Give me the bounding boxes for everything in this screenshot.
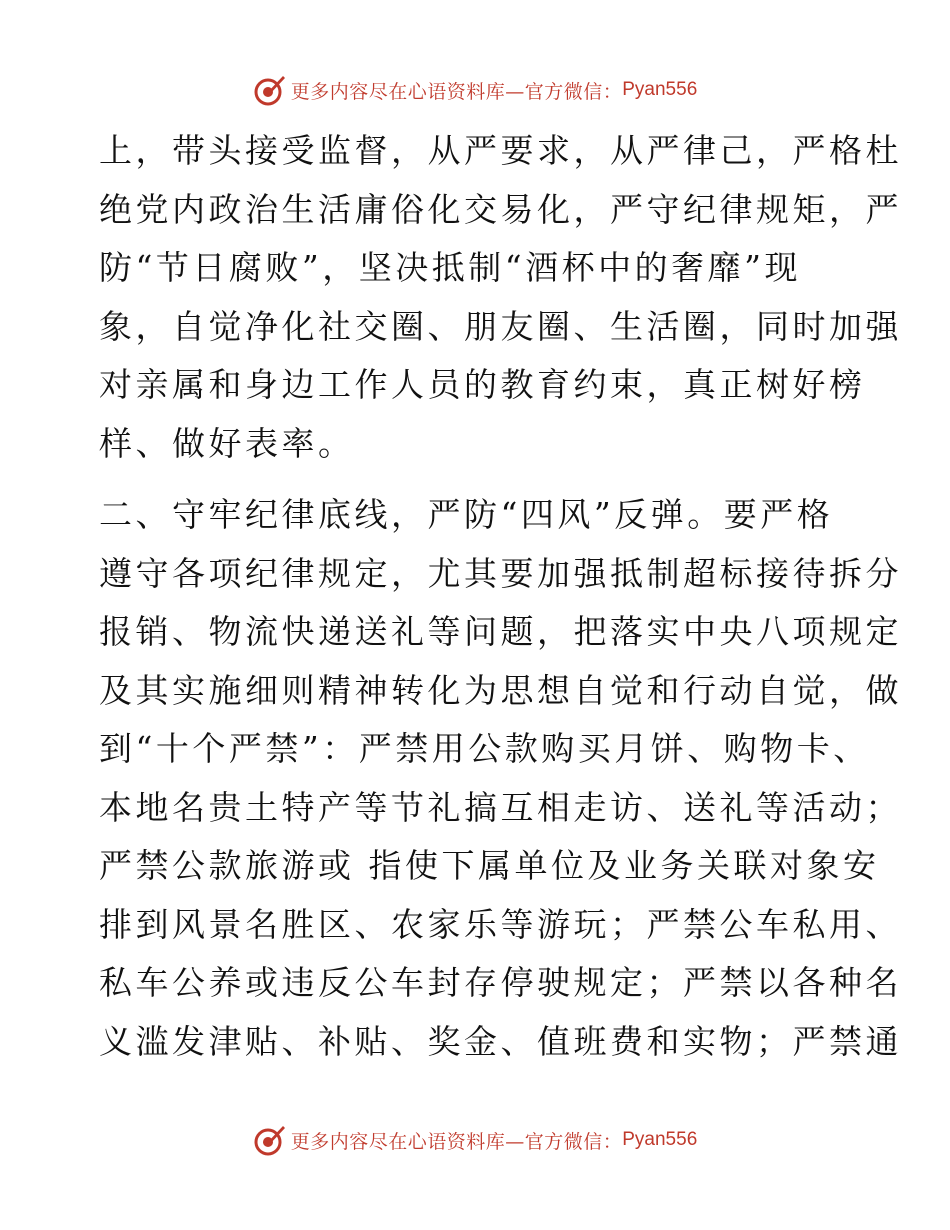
text-line: 严禁公款旅游或 指使下属单位及业务关联对象安 bbox=[99, 846, 880, 885]
header-banner-text: 更多内容尽在心语资料库—官方微信： bbox=[290, 80, 623, 103]
text-line: 报销、物流快递送礼等问题，把落实中央八项规定 bbox=[99, 612, 902, 651]
text-line: 私车公养或违反公车封存停驶规定；严禁以各种名 bbox=[99, 963, 902, 1002]
text-line: 本地名贵土特产等节礼搞互相走访、送礼等活动； bbox=[99, 787, 902, 827]
text-line: 对亲属和身边工作人员的教育约束，真正树好榜 bbox=[99, 365, 866, 404]
footer-banner-text: 更多内容尽在心语资料库—官方微信： bbox=[290, 1130, 623, 1153]
paragraph-gap bbox=[99, 473, 851, 486]
text-line: 象，自觉净化社交圈、朋友圈、生活圈，同时加强 bbox=[99, 306, 902, 346]
text-line: 遵守各项纪律规定，尤其要加强抵制超标接待拆分 bbox=[99, 553, 902, 593]
text-line: 绝党内政治生活庸俗化交易化，严守纪律规矩，严 bbox=[99, 189, 902, 229]
quill-pen-logo-icon bbox=[253, 73, 287, 107]
header-banner bbox=[0, 70, 950, 110]
paragraph-1 bbox=[99, 122, 902, 473]
footer-wechat-id: Pyan556 bbox=[622, 1129, 698, 1150]
footer-banner bbox=[0, 1120, 950, 1160]
text-line: 上，带头接受监督，从严要求，从严律己，严格杜 bbox=[99, 131, 902, 170]
text-line: 义滥发津贴、补贴、奖金、值班费和实物；严禁通 bbox=[99, 1021, 902, 1061]
quill-pen-logo-icon bbox=[253, 1123, 287, 1157]
text-line: 二、守牢纪律底线，严防“四风”反弹。要严格 bbox=[99, 495, 834, 534]
text-line: 样、做好表率。 bbox=[99, 423, 355, 463]
text-line: 防“节日腐败”，坚决抵制“酒杯中的奢靡”现 bbox=[99, 248, 801, 287]
document-body bbox=[99, 122, 902, 1071]
paragraph-2 bbox=[99, 486, 902, 1071]
text-line: 及其实施细则精神转化为思想自觉和行动自觉，做 bbox=[99, 670, 902, 710]
text-line: 到“十个严禁”：严禁用公款购买月饼、购物卡、 bbox=[99, 729, 870, 768]
text-line: 排到风景名胜区、农家乐等游玩；严禁公车私用、 bbox=[99, 904, 902, 944]
header-wechat-id: Pyan556 bbox=[622, 79, 698, 100]
